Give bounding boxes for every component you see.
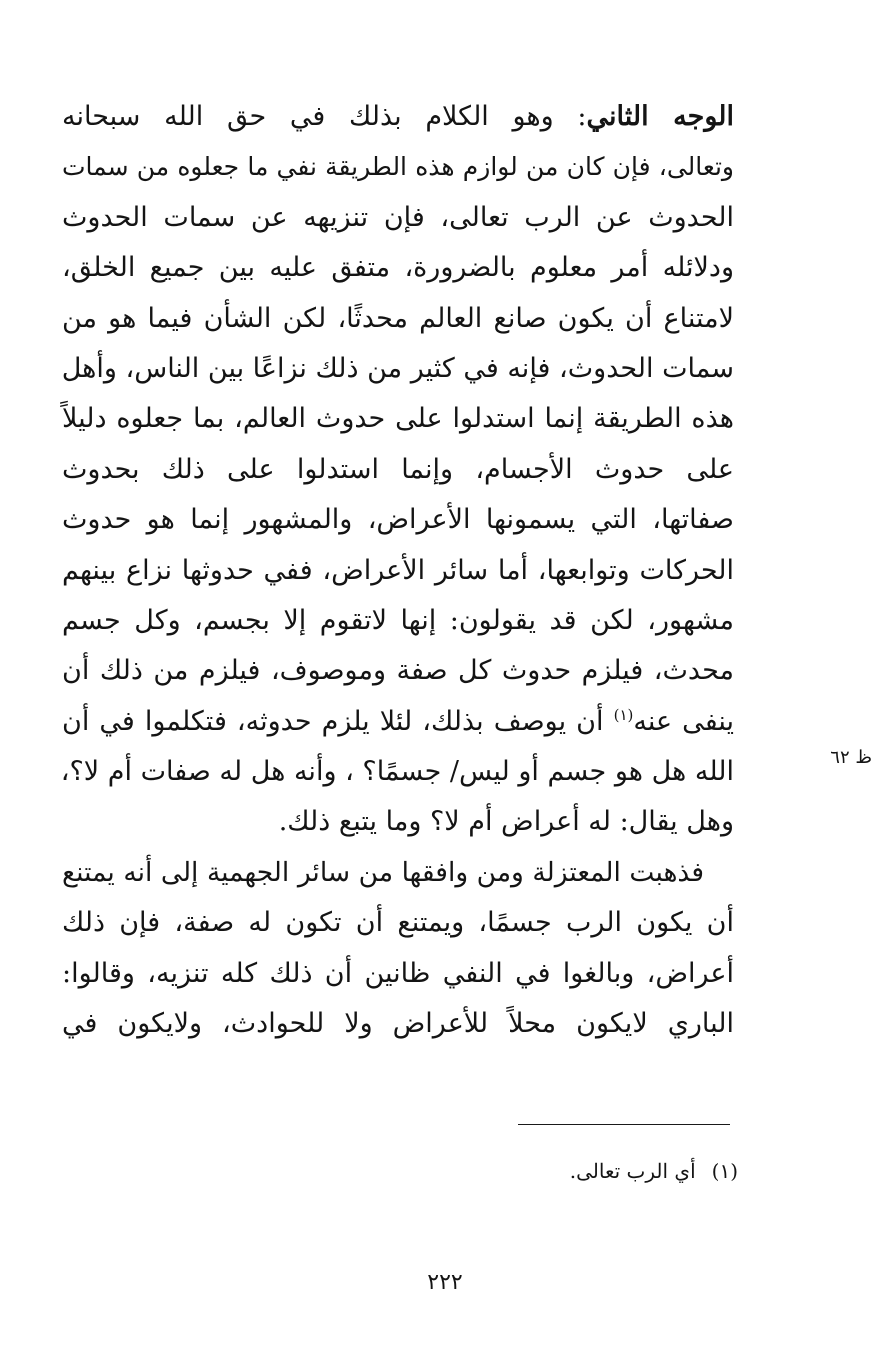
line-text: : وهو الكلام بذلك في حق الله سبحانه [62,101,587,132]
footnote [320,1154,738,1188]
text-line: صفاتها، التي يسمونها الأعراض، والمشهور إنما هو حدوث [62,504,734,536]
text-line [62,697,734,747]
text-line: على حدوث الأجسام، وإنما استدلوا على ذلك بحدوث [62,453,734,485]
text-line: مشهور، لكن قد يقولون: إنها لاتقوم إلا بجسم، وكل جسم [62,604,734,636]
section-heading: الوجه الثاني [586,101,734,132]
line-text: أن يوصف بذلك، لئلا يلزم حدوثه، فتكلموا في أن [62,705,614,737]
text-line: أعراض، وبالغوا في النفي ظانين أن ذلك كله تنزيه، وقالوا: [62,957,734,989]
line-text: ينفى عنه [633,705,735,737]
text-line: وهل يقال: له أعراض أم لا؟ وما يتبع ذلك. [278,806,734,838]
manuscript-folio-marker: ظ ٦٢ [830,747,872,768]
main-text [62,92,734,1049]
text-line: محدث، فيلزم حدوث كل صفة وموصوف، فيلزم من ذلك أن [62,655,734,687]
text-line: الباري لايكون محلاً للأعراض ولا للحوادث، ولايكون في [62,1008,734,1040]
footnote-text: أي الرب تعالى. [569,1159,696,1183]
text-line: هذه الطريقة إنما استدلوا على حدوث العالم، بما جعلوه دليلاً [62,403,734,435]
text-line: الحركات وتوابعها، أما سائر الأعراض، ففي حدوثها نزاع بينهم [62,554,734,586]
text-line: سمات الحدوث، فإنه في كثير من ذلك نزاعًا بين الناس، وأهل [61,352,734,384]
page-number: ٢٢٢ [427,1270,463,1295]
text-line: لامتناع أن يكون صانع العالم محدثًا، لكن الشأن فيما هو من [62,302,734,334]
footnote-divider [518,1124,730,1125]
text-line: ودلائله أمر معلوم بالضرورة، متفق عليه بين جميع الخلق، [62,252,734,284]
text-line: أن يكون الرب جسمًا، ويمتنع أن تكون له صفة، فإن ذلك [62,907,734,939]
text-line: الحدوث عن الرب تعالى، فإن تنزيهه عن سمات الحدوث [62,201,734,233]
footnote-number: (١) [711,1159,738,1183]
text-line: فذهبت المعتزلة ومن وافقها من سائر الجهمية إلى أنه يمتنع [62,856,704,888]
text-line: الله هل هو جسم أو ليس/ جسمًا؟ ، وأنه هل له صفات أم لا؟، [60,756,734,788]
footnote-reference[interactable]: (١) [613,705,634,724]
text-line: وتعالى، فإن كان من لوازم هذه الطريقة نفي ما جعلوه من سمات [62,152,734,182]
text-line [62,92,734,142]
